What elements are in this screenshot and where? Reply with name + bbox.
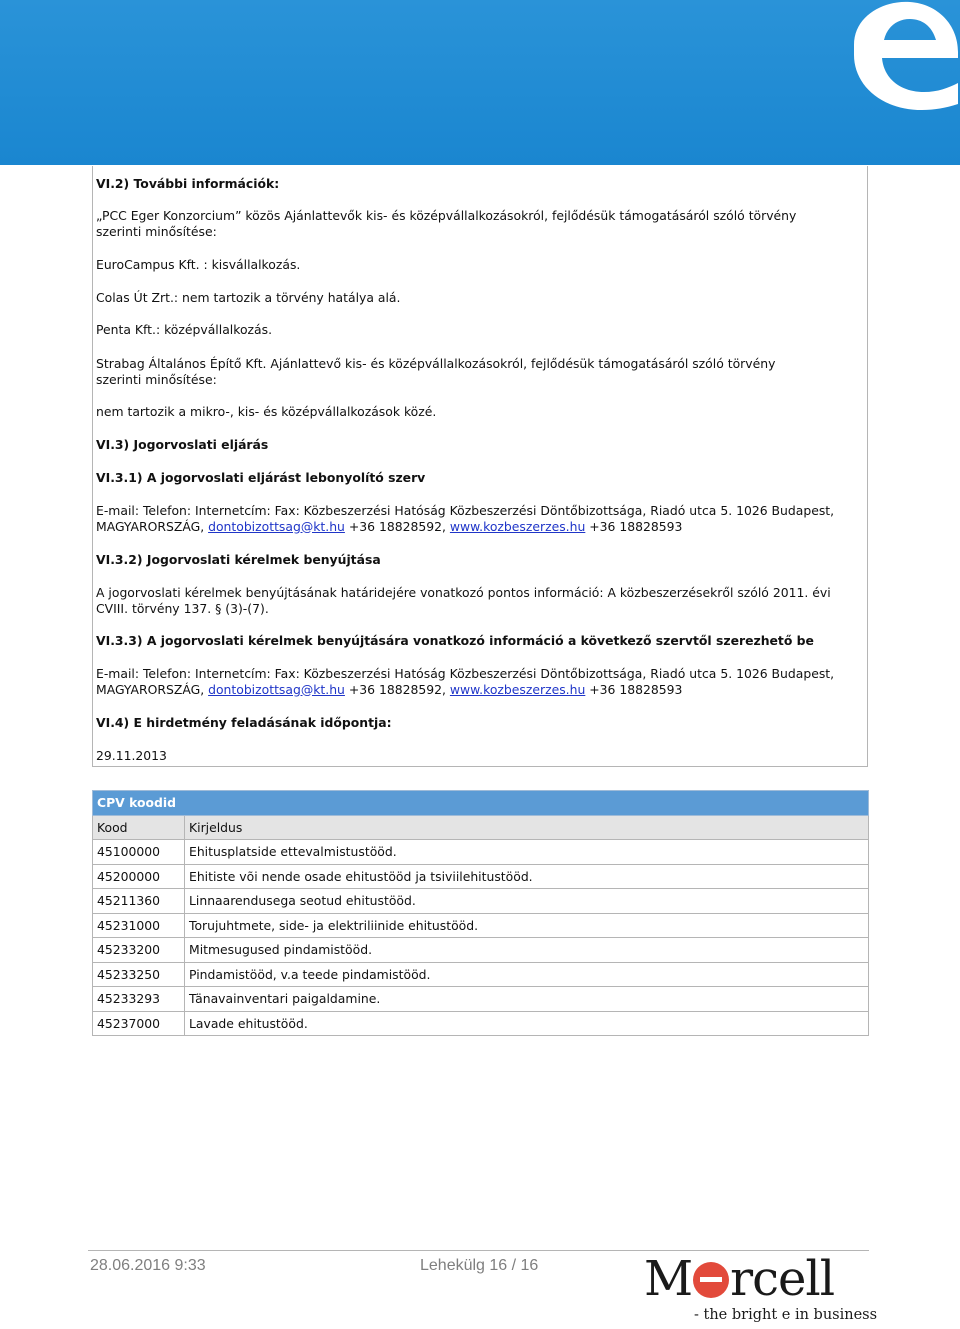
brand-wordmark: M rcell bbox=[644, 1251, 835, 1307]
table-row bbox=[93, 962, 869, 987]
footer-timestamp: 28.06.2016 9:33 bbox=[90, 1257, 206, 1274]
consortium-paragraph: „PCC Eger Konzorcium” közös Ajánlattevők kis- és középvállalkozásokról, fejlődésük támogatásáról szóló törvény szerinti minősítése: bbox=[96, 208, 797, 239]
cpv-description: Torujuhtmete, side- ja elektriliinide ehitustööd. bbox=[185, 913, 869, 938]
cpv-description: Tänavainventari paigaldamine. bbox=[185, 987, 869, 1012]
table-row bbox=[93, 864, 869, 889]
table-row bbox=[93, 913, 869, 938]
section-heading-vi3: VI.3) Jogorvoslati eljárás bbox=[96, 437, 269, 452]
cpv-code: 45237000 bbox=[93, 1011, 185, 1036]
brand-logo bbox=[644, 1251, 878, 1327]
cpv-code: 45233250 bbox=[93, 962, 185, 987]
section-heading-vi4: VI.4) E hirdetmény feladásának időpontja: bbox=[96, 715, 392, 730]
table-row bbox=[93, 840, 869, 865]
section-heading-vi2: VI.2) További információk: bbox=[96, 176, 280, 191]
list-item: Penta Kft.: középvállalkozás. bbox=[96, 322, 273, 337]
cpv-code: 45211360 bbox=[93, 889, 185, 914]
header-banner bbox=[0, 0, 960, 165]
column-header-code: Kood bbox=[93, 815, 185, 840]
cpv-description: Lavade ehitustööd. bbox=[185, 1011, 869, 1036]
cpv-code: 45200000 bbox=[93, 864, 185, 889]
subsection-heading-vi31: VI.3.1) A jogorvoslati eljárást lebonyolító szerv bbox=[96, 470, 426, 485]
cpv-description: Linnaarendusega seotud ehitustööd. bbox=[185, 889, 869, 914]
cpv-code: 45231000 bbox=[93, 913, 185, 938]
website-link[interactable]: www.kozbeszerzes.hu bbox=[449, 681, 586, 697]
cpv-description: Mitmesugused pindamistööd. bbox=[185, 938, 869, 963]
email-link[interactable]: dontobizottsag@kt.hu bbox=[208, 681, 345, 697]
cpv-table bbox=[92, 790, 869, 1036]
cpv-header-row bbox=[93, 815, 869, 840]
list-item: Colas Út Zrt.: nem tartozik a törvény hatálya alá. bbox=[96, 290, 401, 305]
subsection-heading-vi33: VI.3.3) A jogorvoslati kérelmek benyújtására vonatkozó információ a következő szervtől szerezhető be bbox=[96, 633, 814, 648]
table-row bbox=[93, 1011, 869, 1036]
page-number: Lehekülg 16 / 16 bbox=[420, 1257, 539, 1274]
review-body-contact: E-mail: Telefon: Internetcím: Fax: Közbeszerzési Hatóság Közbeszerzési Döntőbizottsága, Riadó utca 5. 1026 Budapest, MAGYARORSZÁG, dontobizottsag@kt.hu +36 18828592, www.kozbeszerzes.hu +36 18828593 bbox=[96, 503, 835, 534]
table-row bbox=[93, 889, 869, 914]
dispatch-date: 29.11.2013 bbox=[96, 748, 167, 763]
cpv-table-title: CPV koodid bbox=[93, 791, 869, 816]
table-row bbox=[93, 938, 869, 963]
subsection-heading-vi32: VI.3.2) Jogorvoslati kérelmek benyújtása bbox=[96, 552, 381, 567]
cpv-description: Pindamistööd, v.a teede pindamistööd. bbox=[185, 962, 869, 987]
cpv-code: 45233293 bbox=[93, 987, 185, 1012]
info-source-contact: E-mail: Telefon: Internetcím: Fax: Közbeszerzési Hatóság Közbeszerzési Döntőbizottsága, Riadó utca 5. 1026 Budapest, MAGYARORSZÁG, dontobizottsag@kt.hu +36 18828592, www.kozbeszerzes.hu +36 18828593 bbox=[96, 666, 835, 697]
website-link[interactable]: www.kozbeszerzes.hu bbox=[449, 518, 586, 534]
cpv-description: Ehitiste või nende osade ehitustööd ja tsiviilehitustööd. bbox=[185, 864, 869, 889]
cpv-description: Ehitusplatside ettevalmistustööd. bbox=[185, 840, 869, 865]
review-deadline-text: A jogorvoslati kérelmek benyújtásának határidejére vonatkozó pontos információ: A közbeszerzésekről szóló 2011. évi CVIII. törvény 137. § (3)-(7). bbox=[96, 585, 831, 616]
column-header-description: Kirjeldus bbox=[185, 815, 869, 840]
list-item: nem tartozik a mikro-, kis- és középvállalkozások közé. bbox=[96, 404, 437, 419]
e-logo-icon bbox=[830, 0, 960, 110]
table-row bbox=[93, 987, 869, 1012]
cpv-code: 45100000 bbox=[93, 840, 185, 865]
cpv-code: 45233200 bbox=[93, 938, 185, 963]
brand-tagline: - the bright e in business bbox=[694, 1307, 878, 1323]
list-item: Strabag Általános Építő Kft. Ajánlattevő kis- és középvállalkozásokról, fejlődésük támogatásáról szóló törvény szerinti minősítése: bbox=[96, 356, 776, 387]
brand-e-icon bbox=[693, 1262, 729, 1298]
list-item: EuroCampus Kft. : kisvállalkozás. bbox=[96, 257, 301, 272]
email-link[interactable]: dontobizottsag@kt.hu bbox=[208, 518, 345, 534]
